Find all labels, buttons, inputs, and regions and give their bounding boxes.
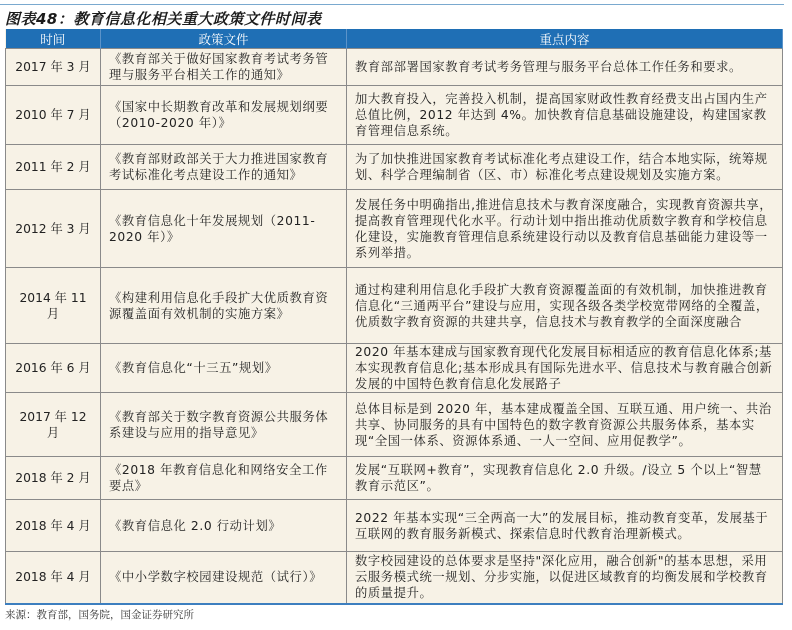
row-content: 发展任务中明确指出,推进信息技术与教育深度融合，实现教育资源共享，提高教育管理现代化水平。行动计划中指出推动优质数字教育和学校信息化建设，实施教育管理信息系统建设行动以及教育信息基础能力建设等一系列举措。 (347, 190, 783, 268)
row-document: 《2018 年教育信息化和网络安全工作要点》 (101, 457, 347, 500)
row-time: 2011 年 2 月 (6, 145, 101, 190)
table-row (6, 49, 783, 86)
top-rule (0, 4, 784, 5)
table-row (6, 190, 783, 268)
row-content: 为了加快推进国家教育考试标准化考点建设工作，结合本地实际，统筹规划、科学合理编制省（区、市）标准化考点建设规划及实施方案。 (347, 145, 783, 190)
row-time: 2010 年 7 月 (6, 86, 101, 145)
table-row (6, 552, 783, 604)
policy-table (5, 29, 783, 605)
table-row (6, 393, 783, 457)
table-row (6, 500, 783, 552)
table-header (6, 29, 783, 49)
row-document: 《构建利用信息化手段扩大优质教育资源覆盖面有效机制的实施方案》 (101, 268, 347, 344)
table-row (6, 145, 783, 190)
figure-title: 图表48：教育信息化相关重大政策文件时间表 (5, 10, 322, 28)
row-content: 通过构建利用信息化手段扩大教育资源覆盖面的有效机制，加快推进教育信息化“三通两平台”建设与应用，实现各级各类学校宽带网络的全覆盖，优质数字教育资源的共建共享，信息技术与教育教学的全面深度融合 (347, 268, 783, 344)
source-note: 来源：教育部，国务院，国金证券研究所 (5, 609, 194, 621)
row-document: 《国家中长期教育改革和发展规划纲要（2010-2020 年）》 (101, 86, 347, 145)
row-content: 数字校园建设的总体要求是坚持"深化应用，融合创新"的基本思想，采用云服务模式统一规划、分步实施，以促进区域教育的均衡发展和学校教育的质量提升。 (347, 552, 783, 604)
row-content: 2022 年基本实现“三全两高一大”的发展目标，推动教育变革，发展基于互联网的教育服务新模式、探索信息时代教育治理新模式。 (347, 500, 783, 552)
header-document: 政策文件 (101, 29, 347, 49)
row-content: 教育部部署国家教育考试考务管理与服务平台总体工作任务和要求。 (347, 49, 783, 86)
table-row (6, 86, 783, 145)
header-time: 时间 (6, 29, 101, 49)
row-time: 2014 年 11 月 (6, 268, 101, 344)
row-document: 《教育信息化 2.0 行动计划》 (101, 500, 347, 552)
row-time: 2012 年 3 月 (6, 190, 101, 268)
row-time: 2017 年 12 月 (6, 393, 101, 457)
row-time: 2018 年 4 月 (6, 552, 101, 604)
row-time: 2017 年 3 月 (6, 49, 101, 86)
row-content: 发展“互联网+教育”，实现教育信息化 2.0 升级。/设立 5 个以上“智慧教育示范区”。 (347, 457, 783, 500)
header-content: 重点内容 (347, 29, 783, 49)
row-time: 2016 年 6 月 (6, 344, 101, 393)
row-document: 《教育部关于做好国家教育考试考务管理与服务平台相关工作的通知》 (101, 49, 347, 86)
row-time: 2018 年 4 月 (6, 500, 101, 552)
row-document: 《教育信息化十年发展规划（2011-2020 年）》 (101, 190, 347, 268)
table-row (6, 344, 783, 393)
table-row (6, 268, 783, 344)
row-time: 2018 年 2 月 (6, 457, 101, 500)
table-row (6, 457, 783, 500)
row-document: 《教育信息化“十三五”规划》 (101, 344, 347, 393)
row-document: 《教育部财政部关于大力推进国家教育考试标准化考点建设工作的通知》 (101, 145, 347, 190)
row-content: 2020 年基本建成与国家教育现代化发展目标相适应的教育信息化体系;基本实现教育信息化;基本形成具有国际先进水平、信息技术与教育融合创新发展的中国特色教育信息化发展路子 (347, 344, 783, 393)
row-document: 《中小学数字校园建设规范（试行）》 (101, 552, 347, 604)
row-content: 总体目标是到 2020 年，基本建成覆盖全国、互联互通、用户统一、共治共享、协同服务的具有中国特色的数字教育资源公共服务体系，基本实现“全国一体系、资源体系通、一人一空间、应用促教学”。 (347, 393, 783, 457)
row-content: 加大教育投入，完善投入机制，提高国家财政性教育经费支出占国内生产总值比例，2012 年达到 4%。加快教育信息基础设施建设，构建国家教育管理信息系统。 (347, 86, 783, 145)
row-document: 《教育部关于数字教育资源公共服务体系建设与应用的指导意见》 (101, 393, 347, 457)
